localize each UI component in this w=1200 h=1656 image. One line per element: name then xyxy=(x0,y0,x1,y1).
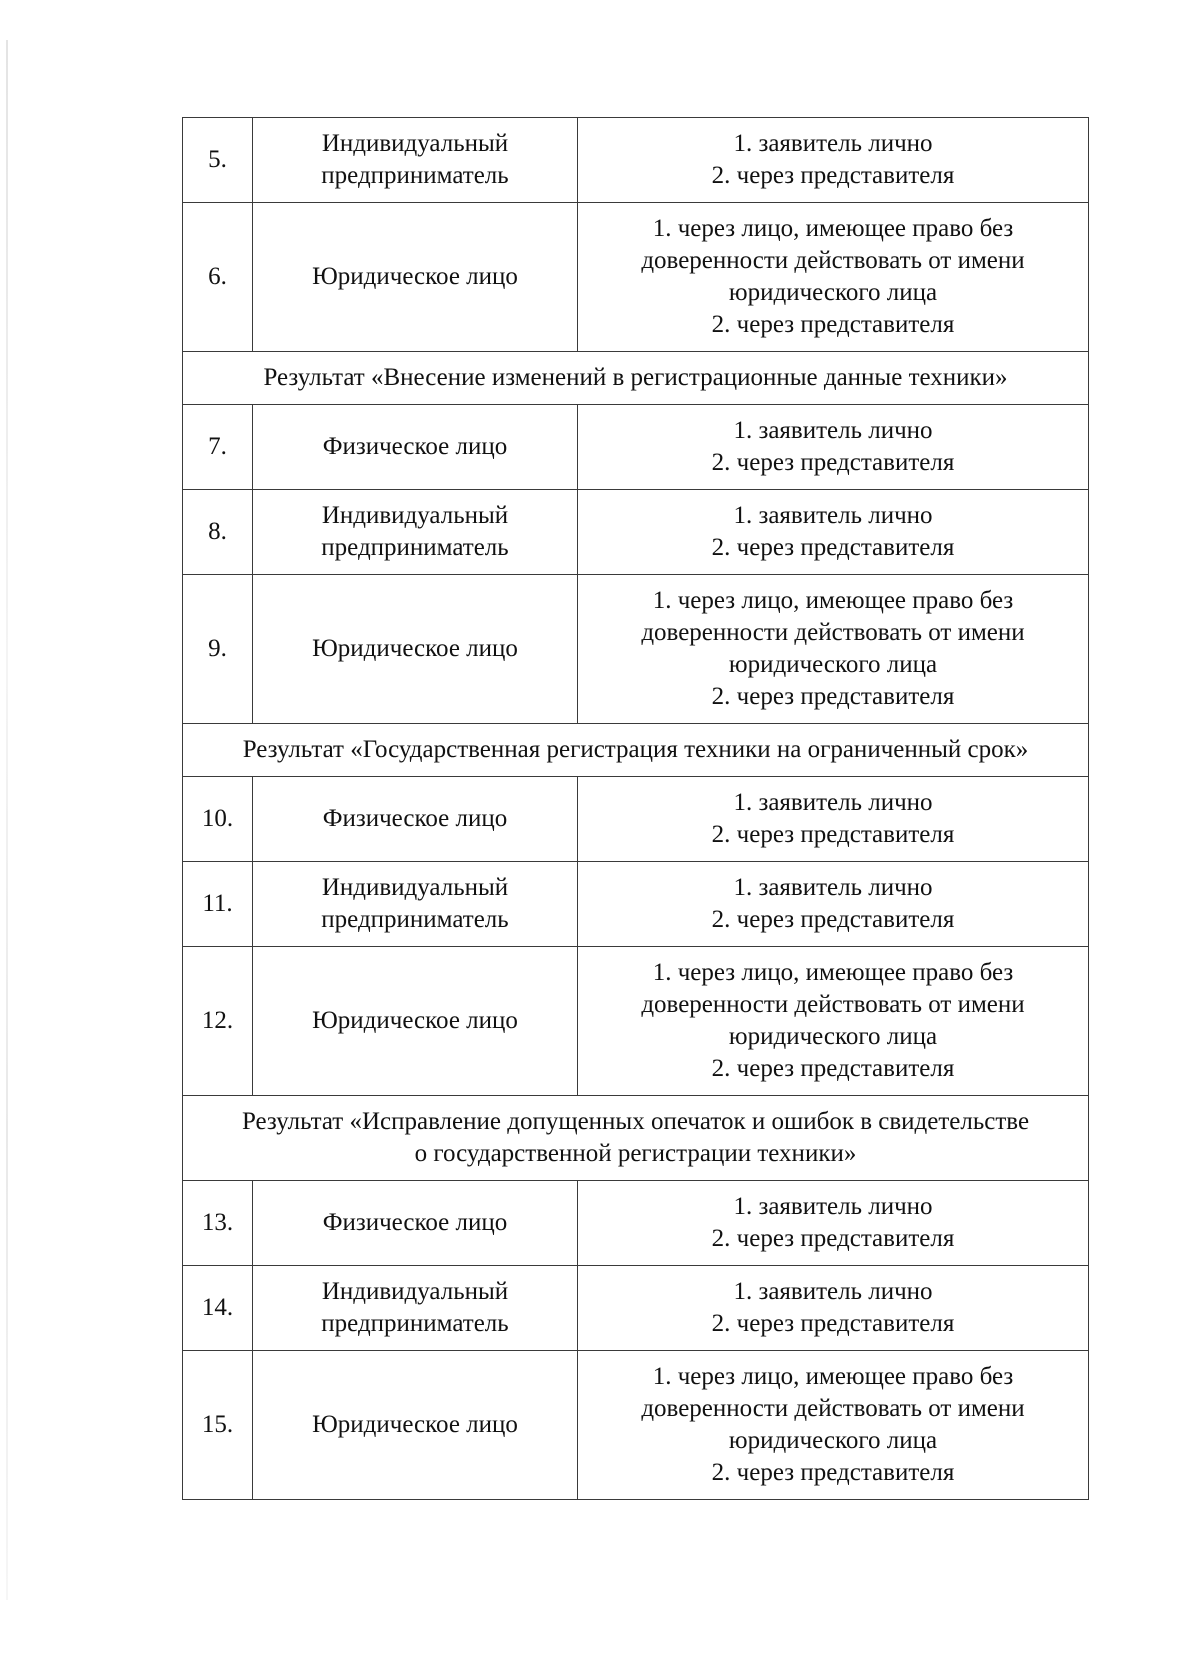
applicant-type-cell xyxy=(253,1351,578,1500)
row-number: 8. xyxy=(208,518,227,545)
applicant-type-cell xyxy=(253,862,578,947)
applicant-type-text: Физическое лицо xyxy=(322,1209,508,1236)
table-row xyxy=(183,575,1089,724)
applicant-type-cell xyxy=(253,1181,578,1266)
row-number: 5. xyxy=(208,146,227,173)
row-number-cell xyxy=(183,947,253,1096)
applicant-type-text: Юридическое лицо xyxy=(312,635,518,662)
applicant-type-text: Юридическое лицо xyxy=(312,1007,518,1034)
submission-method-text: 1. заявитель лично xyxy=(733,502,933,529)
table-row xyxy=(183,1266,1089,1351)
row-number-cell xyxy=(183,118,253,203)
applicant-type-cell xyxy=(253,203,578,352)
section-header-row xyxy=(183,1096,1089,1181)
section-header-cell xyxy=(183,724,1089,777)
submission-method-text: 1. через лицо, имеющее право без xyxy=(652,959,1014,986)
submission-method-text: 2. через представителя xyxy=(711,1310,955,1337)
scan-edge-shadow xyxy=(6,40,8,1600)
submission-method-text: 2. через представителя xyxy=(711,449,955,476)
applicant-type-text: Индивидуальный xyxy=(321,1278,509,1305)
table-row xyxy=(183,862,1089,947)
section-header-text: Результат «Государственная регистрация техники на ограниченный срок» xyxy=(242,736,1029,763)
table-row xyxy=(183,118,1089,203)
submission-method-text: 2. через представителя xyxy=(711,311,955,338)
applicant-type-text: предприниматель xyxy=(321,906,509,933)
row-number: 11. xyxy=(202,890,233,917)
submission-method-text: юридического лица xyxy=(728,651,938,678)
applicant-type-cell xyxy=(253,490,578,575)
section-header-row xyxy=(183,352,1089,405)
row-number: 9. xyxy=(208,635,227,662)
applicant-type-text: Юридическое лицо xyxy=(312,1411,518,1438)
section-header-cell xyxy=(183,352,1089,405)
submission-method-text: 1. заявитель лично xyxy=(733,874,933,901)
row-number-cell xyxy=(183,862,253,947)
submission-method-text: 1. через лицо, имеющее право без xyxy=(652,215,1014,242)
row-number: 15. xyxy=(201,1411,234,1438)
row-number: 13. xyxy=(201,1209,234,1236)
submission-method-cell xyxy=(578,490,1089,575)
row-number: 10. xyxy=(201,805,234,832)
row-number: 14. xyxy=(201,1294,234,1321)
applicant-type-text: Юридическое лицо xyxy=(312,263,518,290)
applicant-type-text: предприниматель xyxy=(321,534,509,561)
submission-method-text: 2. через представителя xyxy=(711,683,955,710)
submission-method-cell xyxy=(578,947,1089,1096)
section-header-cell xyxy=(183,1096,1089,1181)
submission-method-cell xyxy=(578,118,1089,203)
row-number-cell xyxy=(183,1181,253,1266)
submission-method-text: 1. заявитель лично xyxy=(733,789,933,816)
section-header-text: Результат «Исправление допущенных опечаток и ошибок в свидетельстве xyxy=(241,1108,1030,1135)
submission-method-text: 1. заявитель лично xyxy=(733,417,933,444)
table-row xyxy=(183,1181,1089,1266)
submission-method-cell xyxy=(578,1266,1089,1351)
applicant-type-text: Индивидуальный xyxy=(321,502,509,529)
submission-method-text: 2. через представителя xyxy=(711,162,955,189)
submission-method-text: 1. через лицо, имеющее право без xyxy=(652,587,1014,614)
applicant-type-text: Индивидуальный xyxy=(321,130,509,157)
submission-method-cell xyxy=(578,1351,1089,1500)
row-number-cell xyxy=(183,1351,253,1500)
row-number: 6. xyxy=(208,263,227,290)
submission-method-text: юридического лица xyxy=(728,1427,938,1454)
submission-method-cell xyxy=(578,203,1089,352)
submission-method-cell xyxy=(578,405,1089,490)
applicant-type-text: Индивидуальный xyxy=(321,874,509,901)
submission-method-text: 1. заявитель лично xyxy=(733,130,933,157)
row-number-cell xyxy=(183,490,253,575)
submission-method-text: 1. заявитель лично xyxy=(733,1193,933,1220)
row-number-cell xyxy=(183,575,253,724)
submission-method-text: 2. через представителя xyxy=(711,534,955,561)
applicant-type-cell xyxy=(253,405,578,490)
submission-method-text: 1. через лицо, имеющее право без xyxy=(652,1363,1014,1390)
row-number-cell xyxy=(183,777,253,862)
submission-method-text: 2. через представителя xyxy=(711,906,955,933)
submission-method-text: 2. через представителя xyxy=(711,1225,955,1252)
applicant-type-text: Физическое лицо xyxy=(322,805,508,832)
row-number: 7. xyxy=(208,433,227,460)
section-header-row xyxy=(183,724,1089,777)
table-row xyxy=(183,777,1089,862)
submission-method-cell xyxy=(578,862,1089,947)
section-header-text: Результат «Внесение изменений в регистрационные данные техники» xyxy=(263,364,1008,391)
submission-method-cell xyxy=(578,575,1089,724)
applicant-type-cell xyxy=(253,947,578,1096)
submission-method-text: доверенности действовать от имени xyxy=(641,1395,1025,1422)
row-number-cell xyxy=(183,203,253,352)
submission-method-text: 1. заявитель лично xyxy=(733,1278,933,1305)
applicant-type-cell xyxy=(253,118,578,203)
table-row xyxy=(183,1351,1089,1500)
submission-method-text: доверенности действовать от имени xyxy=(641,991,1025,1018)
applicant-type-cell xyxy=(253,777,578,862)
submission-method-text: доверенности действовать от имени xyxy=(641,619,1025,646)
row-number: 12. xyxy=(201,1007,234,1034)
applicant-methods-table xyxy=(182,117,1089,1500)
section-header-text: о государственной регистрации техники» xyxy=(414,1140,857,1167)
submission-method-cell xyxy=(578,1181,1089,1266)
row-number-cell xyxy=(183,405,253,490)
submission-method-text: юридического лица xyxy=(728,279,938,306)
submission-method-cell xyxy=(578,777,1089,862)
table-row xyxy=(183,203,1089,352)
submission-method-text: 2. через представителя xyxy=(711,1459,955,1486)
table-row xyxy=(183,947,1089,1096)
table-row xyxy=(183,490,1089,575)
applicant-type-cell xyxy=(253,1266,578,1351)
applicant-type-text: Физическое лицо xyxy=(322,433,508,460)
applicant-type-text: предприниматель xyxy=(321,162,509,189)
applicant-type-text: предприниматель xyxy=(321,1310,509,1337)
submission-method-text: юридического лица xyxy=(728,1023,938,1050)
applicant-type-cell xyxy=(253,575,578,724)
submission-method-text: доверенности действовать от имени xyxy=(641,247,1025,274)
submission-method-text: 2. через представителя xyxy=(711,1055,955,1082)
table-row xyxy=(183,405,1089,490)
submission-method-text: 2. через представителя xyxy=(711,821,955,848)
row-number-cell xyxy=(183,1266,253,1351)
table-body xyxy=(183,118,1089,1500)
